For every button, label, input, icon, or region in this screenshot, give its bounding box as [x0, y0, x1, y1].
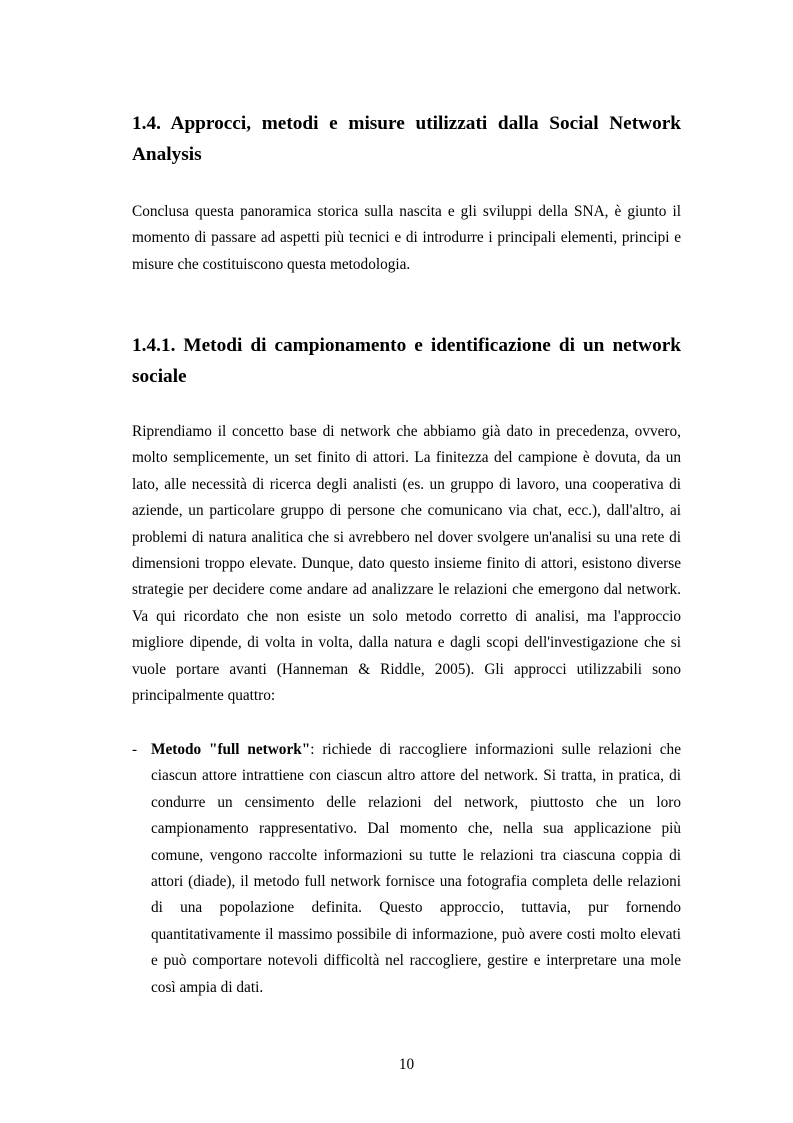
methods-list: [132, 737, 681, 1001]
list-item-term: Metodo "full network": [151, 741, 311, 758]
intro-paragraph: Conclusa questa panoramica storica sulla nascita e gli sviluppi della SNA, è giunto il momento di passare ad aspetti più tecnici e di introdurre i principali elementi, principi e misure che costituiscono questa metodologia.: [132, 203, 681, 273]
list-item-full-network: [132, 737, 681, 1001]
list-item-text: : richiede di raccogliere informazioni sulle relazioni che ciascun attore intrattiene con ciascun altro attore del network. Si tratta, in pratica, di condurre un censimento delle relazioni del network, piuttosto che un loro campionamento rappresentativo. Dal momento che, nella sua applicazione più comune, vengono raccolte informazioni su tutte le relazioni tra ciascuna coppia di attori (diade), il metodo full network fornisce una fotografia completa delle relazioni di una popolazione definita. Questo approccio, tuttavia, pur fornendo quantitativamente il massimo possibile di informazione, può avere costi molto elevati e può comportare notevoli difficoltà nel raccogliere, gestire e interpretare una mole così ampia di dati.: [151, 741, 681, 996]
section-heading-1-4-1: 1.4.1. Metodi di campionamento e identificazione di un network sociale: [132, 335, 681, 387]
page-number: 10: [398, 1056, 415, 1073]
section-heading-1-4: 1.4. Approcci, metodi e misure utilizzati dalla Social Network Analysis: [132, 113, 681, 165]
list-bullet: -: [132, 741, 138, 758]
body-paragraph: Riprendiamo il concetto base di network che abbiamo già dato in precedenza, ovvero, molto semplicemente, un set finito di attori. La finitezza del campione è dovuta, da un lato, alle necessità di ricerca degli analisti (es. un gruppo di lavoro, una cooperativa di aziende, un particolare gruppo di persone che comunicano via chat, ecc.), dall'altro, ai problemi di natura analitica che si avrebbero nel dover svolgere un'analisi su una rete di dimensioni troppo elevate. Dunque, dato questo insieme finito di attori, esistono diverse strategie per decidere come andare ad analizzare le relazioni che emergono dal network. Va qui ricordato che non esiste un solo metodo corretto di analisi, ma l'approccio migliore dipende, di volta in volta, dalla natura e dagli scopi dell'investigazione che si vuole portare avanti (Hanneman & Riddle, 2005). Gli approcci utilizzabili sono principalmente quattro:: [132, 423, 681, 705]
